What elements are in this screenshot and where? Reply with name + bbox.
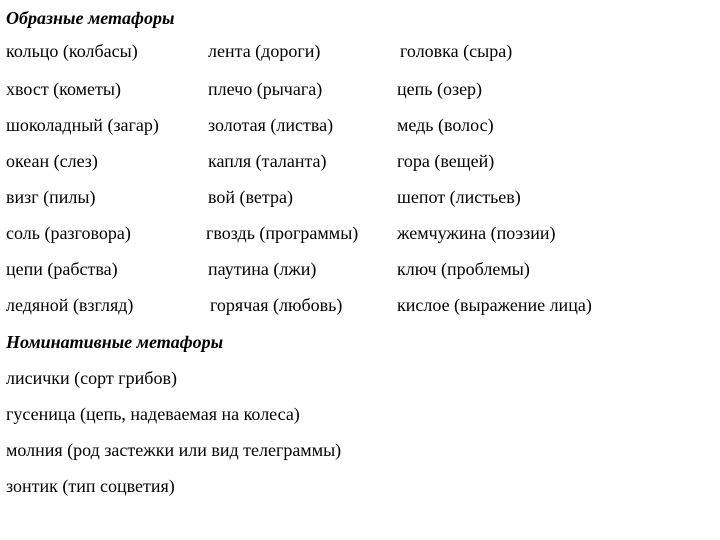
table-cell: жемчужина (поэзии) <box>397 223 556 243</box>
heading-nominative-metaphors: Номинативные метафоры <box>6 332 224 352</box>
list-item: молния (род застежки или вид телеграммы) <box>6 440 342 460</box>
table-cell: ледяной (взгляд) <box>6 295 134 315</box>
table-cell: кислое (выражение лица) <box>397 295 592 315</box>
list-item: лисички (сорт грибов) <box>6 368 177 388</box>
table-cell: хвост (кометы) <box>6 79 121 99</box>
table-cell: шоколадный (загар) <box>6 115 159 135</box>
table-cell: лента (дороги) <box>208 41 321 61</box>
table-cell: цепи (рабства) <box>6 259 118 279</box>
table-cell: капля (таланта) <box>208 151 327 171</box>
table-cell: шепот (листьев) <box>397 187 521 207</box>
table-cell: кольцо (колбасы) <box>6 41 138 61</box>
list-item: зонтик (тип соцветия) <box>6 476 175 496</box>
table-cell: паутина (лжи) <box>208 259 317 279</box>
table-cell: головка (сыра) <box>400 41 513 61</box>
table-cell: гора (вещей) <box>397 151 495 171</box>
heading-figurative-metaphors: Образные метафоры <box>6 8 175 28</box>
table-cell: медь (волос) <box>397 115 494 135</box>
table-cell: плечо (рычага) <box>208 79 323 99</box>
table-cell: ключ (проблемы) <box>397 259 530 279</box>
table-cell: золотая (листва) <box>208 115 334 135</box>
table-cell: соль (разговора) <box>6 223 131 243</box>
table-cell: вой (ветра) <box>208 187 293 207</box>
table-cell: горячая (любовь) <box>210 295 343 315</box>
list-item: гусеница (цепь, надеваемая на колеса) <box>6 404 300 424</box>
table-cell: гвоздь (программы) <box>206 223 359 243</box>
table-cell: визг (пилы) <box>6 187 96 207</box>
table-cell: океан (слез) <box>6 151 98 171</box>
table-cell: цепь (озер) <box>397 79 483 99</box>
